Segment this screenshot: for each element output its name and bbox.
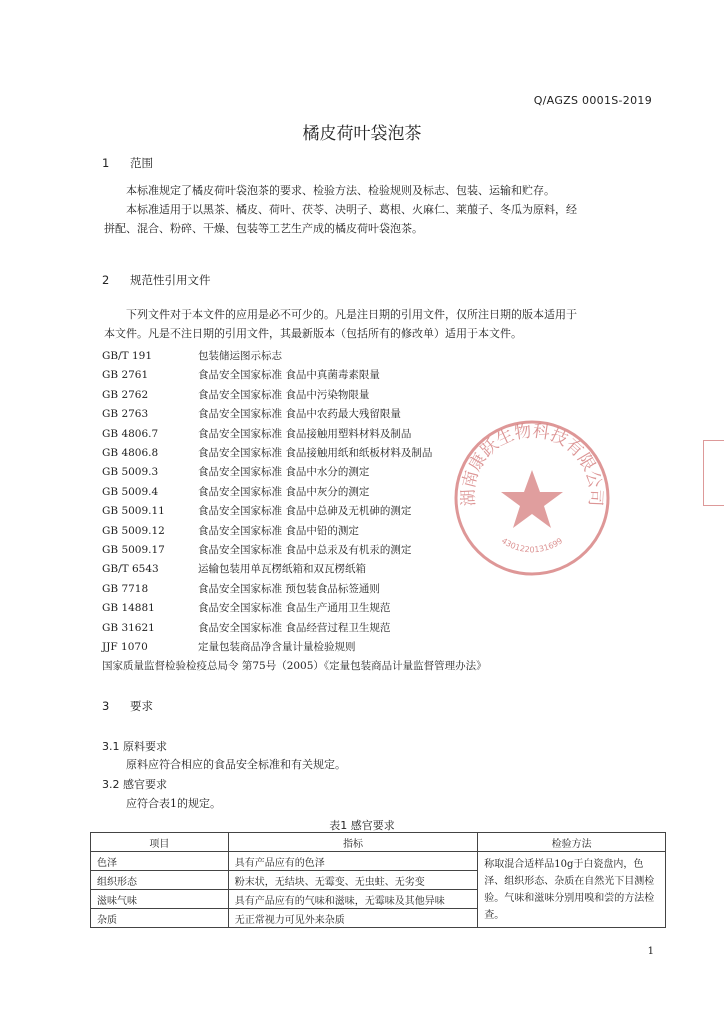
spec-cell: 具有产品应有的色泽 [228,852,478,871]
reference-code: GB 2763 [102,408,149,421]
item-cell: 组织形态 [91,871,229,890]
table-caption: 表1 感官要求 [329,819,395,832]
reference-code: GB 4806.7 [102,427,159,440]
reference-row [102,619,432,638]
reference-title: 食品安全国家标准 食品生产通用卫生规范 [198,602,391,615]
method-cell: 称取混合适样品10g于白瓷盘内，色泽、组织形态、杂质在自然光下目测检验。气味和滋味分别用嗅和尝的方法检查。 [478,852,666,928]
section-number: 1 [102,156,110,170]
reference-title: 食品安全国家标准 食品中总砷及无机砷的测定 [198,505,412,518]
section-title: 范围 [130,156,153,170]
reference-row [102,347,432,366]
reference-code: JJF 1070 [102,641,148,654]
table-row [91,852,666,871]
section-3-heading [102,698,153,714]
company-seal [452,418,612,578]
reference-title: 食品安全国家标准 食品中污染物限量 [198,388,370,401]
reference-code: GB/T 6543 [102,563,159,576]
column-header: 检验方法 [478,833,666,852]
reference-title: 食品安全国家标准 食品中真菌毒素限量 [198,369,380,382]
section-2-body [104,305,664,343]
reference-code: GB 7718 [102,582,149,595]
reference-code: GB 2762 [102,388,149,401]
reference-code: GB/T 191 [102,350,153,362]
reference-row [102,444,432,463]
section-2-heading [102,272,211,288]
reference-row [102,405,432,424]
reference-list [102,347,432,658]
reference-code: GB 14881 [102,602,155,615]
reference-code: GB 2761 [102,369,149,382]
section-1-body [104,181,664,238]
reference-row [102,386,432,405]
reference-title: 运输包装用单瓦楞纸箱和双瓦楞纸箱 [198,563,366,576]
reference-row [102,599,432,618]
reference-row [102,483,432,502]
section-1-heading [102,155,153,171]
reference-title: 食品安全国家标准 食品中铅的测定 [198,524,359,537]
spec-cell: 具有产品应有的气味和滋味，无霉味及其他异味 [228,890,478,909]
reference-code: GB 31621 [102,621,155,634]
item-cell: 色泽 [91,852,229,871]
subsection-3-1-text: 原料应符合相应的食品安全标准和有关规定。 [126,758,346,771]
section-title: 规范性引用文件 [130,273,211,287]
reference-row [102,366,432,385]
subsection-3-2-text: 应符合表1的规定。 [126,797,221,810]
paragraph: 下列文件对于本文件的应用是必不可少的。凡是注日期的引用文件，仅所注日期的版本适用于 [126,308,577,321]
standard-number: Q/AGZS 0001S-2019 [533,94,652,107]
reference-code: GB 5009.12 [102,524,165,537]
subsection-3-2-heading: 3.2 感官要求 [102,778,167,791]
seal-serial: 4301220131699 [499,536,565,555]
column-header: 指标 [228,833,478,852]
seal-text: 湖南康跃生物科技有限公司 [458,421,606,507]
reference-title: 食品安全国家标准 食品接触用塑料材料及制品 [198,427,412,440]
page-number: 1 [647,946,654,957]
reference-title: 定量包装商品净含量计量检验规则 [198,641,356,654]
reference-row [102,463,432,482]
paragraph: 本标准规定了橘皮荷叶袋泡茶的要求、检验方法、检验规则及标志、包装、运输和贮存。 [126,184,555,197]
spec-cell: 无正常视力可见外来杂质 [228,909,478,928]
document-title: 橘皮荷叶袋泡茶 [302,124,422,144]
sensory-requirements-table [90,832,666,928]
reference-row [102,522,432,541]
reference-title: 食品安全国家标准 预包装食品标签通则 [198,582,380,595]
paragraph-continuation: 拼配、混合、粉碎、干燥、包装等工艺生产成的橘皮荷叶袋泡茶。 [104,222,423,235]
spec-cell: 粉末状，无结块、无霉变、无虫蛀、无劣变 [228,871,478,890]
reference-title: 食品安全国家标准 食品中水分的测定 [198,466,370,479]
reference-code: GB 5009.4 [102,485,159,498]
section-number: 2 [102,273,110,287]
reference-row [102,502,432,521]
reference-title: 食品安全国家标准 食品中农药最大残留限量 [198,408,401,421]
reference-row [102,638,432,657]
reference-code: GB 4806.8 [102,447,159,460]
section-number: 3 [102,699,110,713]
reference-code: GB 5009.3 [102,466,159,479]
reference-row [102,541,432,560]
reference-title: 包装储运图示标志 [198,350,282,362]
item-cell: 滋味气味 [91,890,229,909]
paragraph-continuation: 本文件。凡是不注日期的引用文件，其最新版本（包括所有的修改单）适用于本文件。 [104,327,522,340]
item-cell: 杂质 [91,909,229,928]
reference-title: 食品安全国家标准 食品中灰分的测定 [198,485,370,498]
reference-row [102,580,432,599]
seal-star-icon [501,470,563,528]
adjacent-page-edge [703,440,724,506]
section-title: 要求 [130,699,153,713]
column-header: 项目 [91,833,229,852]
reference-row [102,560,432,579]
reference-row [102,425,432,444]
table-header-row [91,833,666,852]
subsection-3-1-heading: 3.1 原料要求 [102,740,167,753]
reference-title: 食品安全国家标准 食品接触用纸和纸板材料及制品 [198,447,433,460]
reference-title: 食品安全国家标准 食品中总汞及有机汞的测定 [198,544,412,557]
decree-reference: 国家质量监督检验检疫总局令 第75号（2005）《定量包装商品计量监督管理办法》 [102,660,487,672]
paragraph: 本标准适用于以黑茶、橘皮、荷叶、茯苓、决明子、葛根、火麻仁、莱菔子、冬瓜为原料，经 [126,203,577,216]
reference-title: 食品安全国家标准 食品经营过程卫生规范 [198,621,391,634]
reference-code: GB 5009.11 [102,505,165,518]
reference-code: GB 5009.17 [102,544,165,557]
